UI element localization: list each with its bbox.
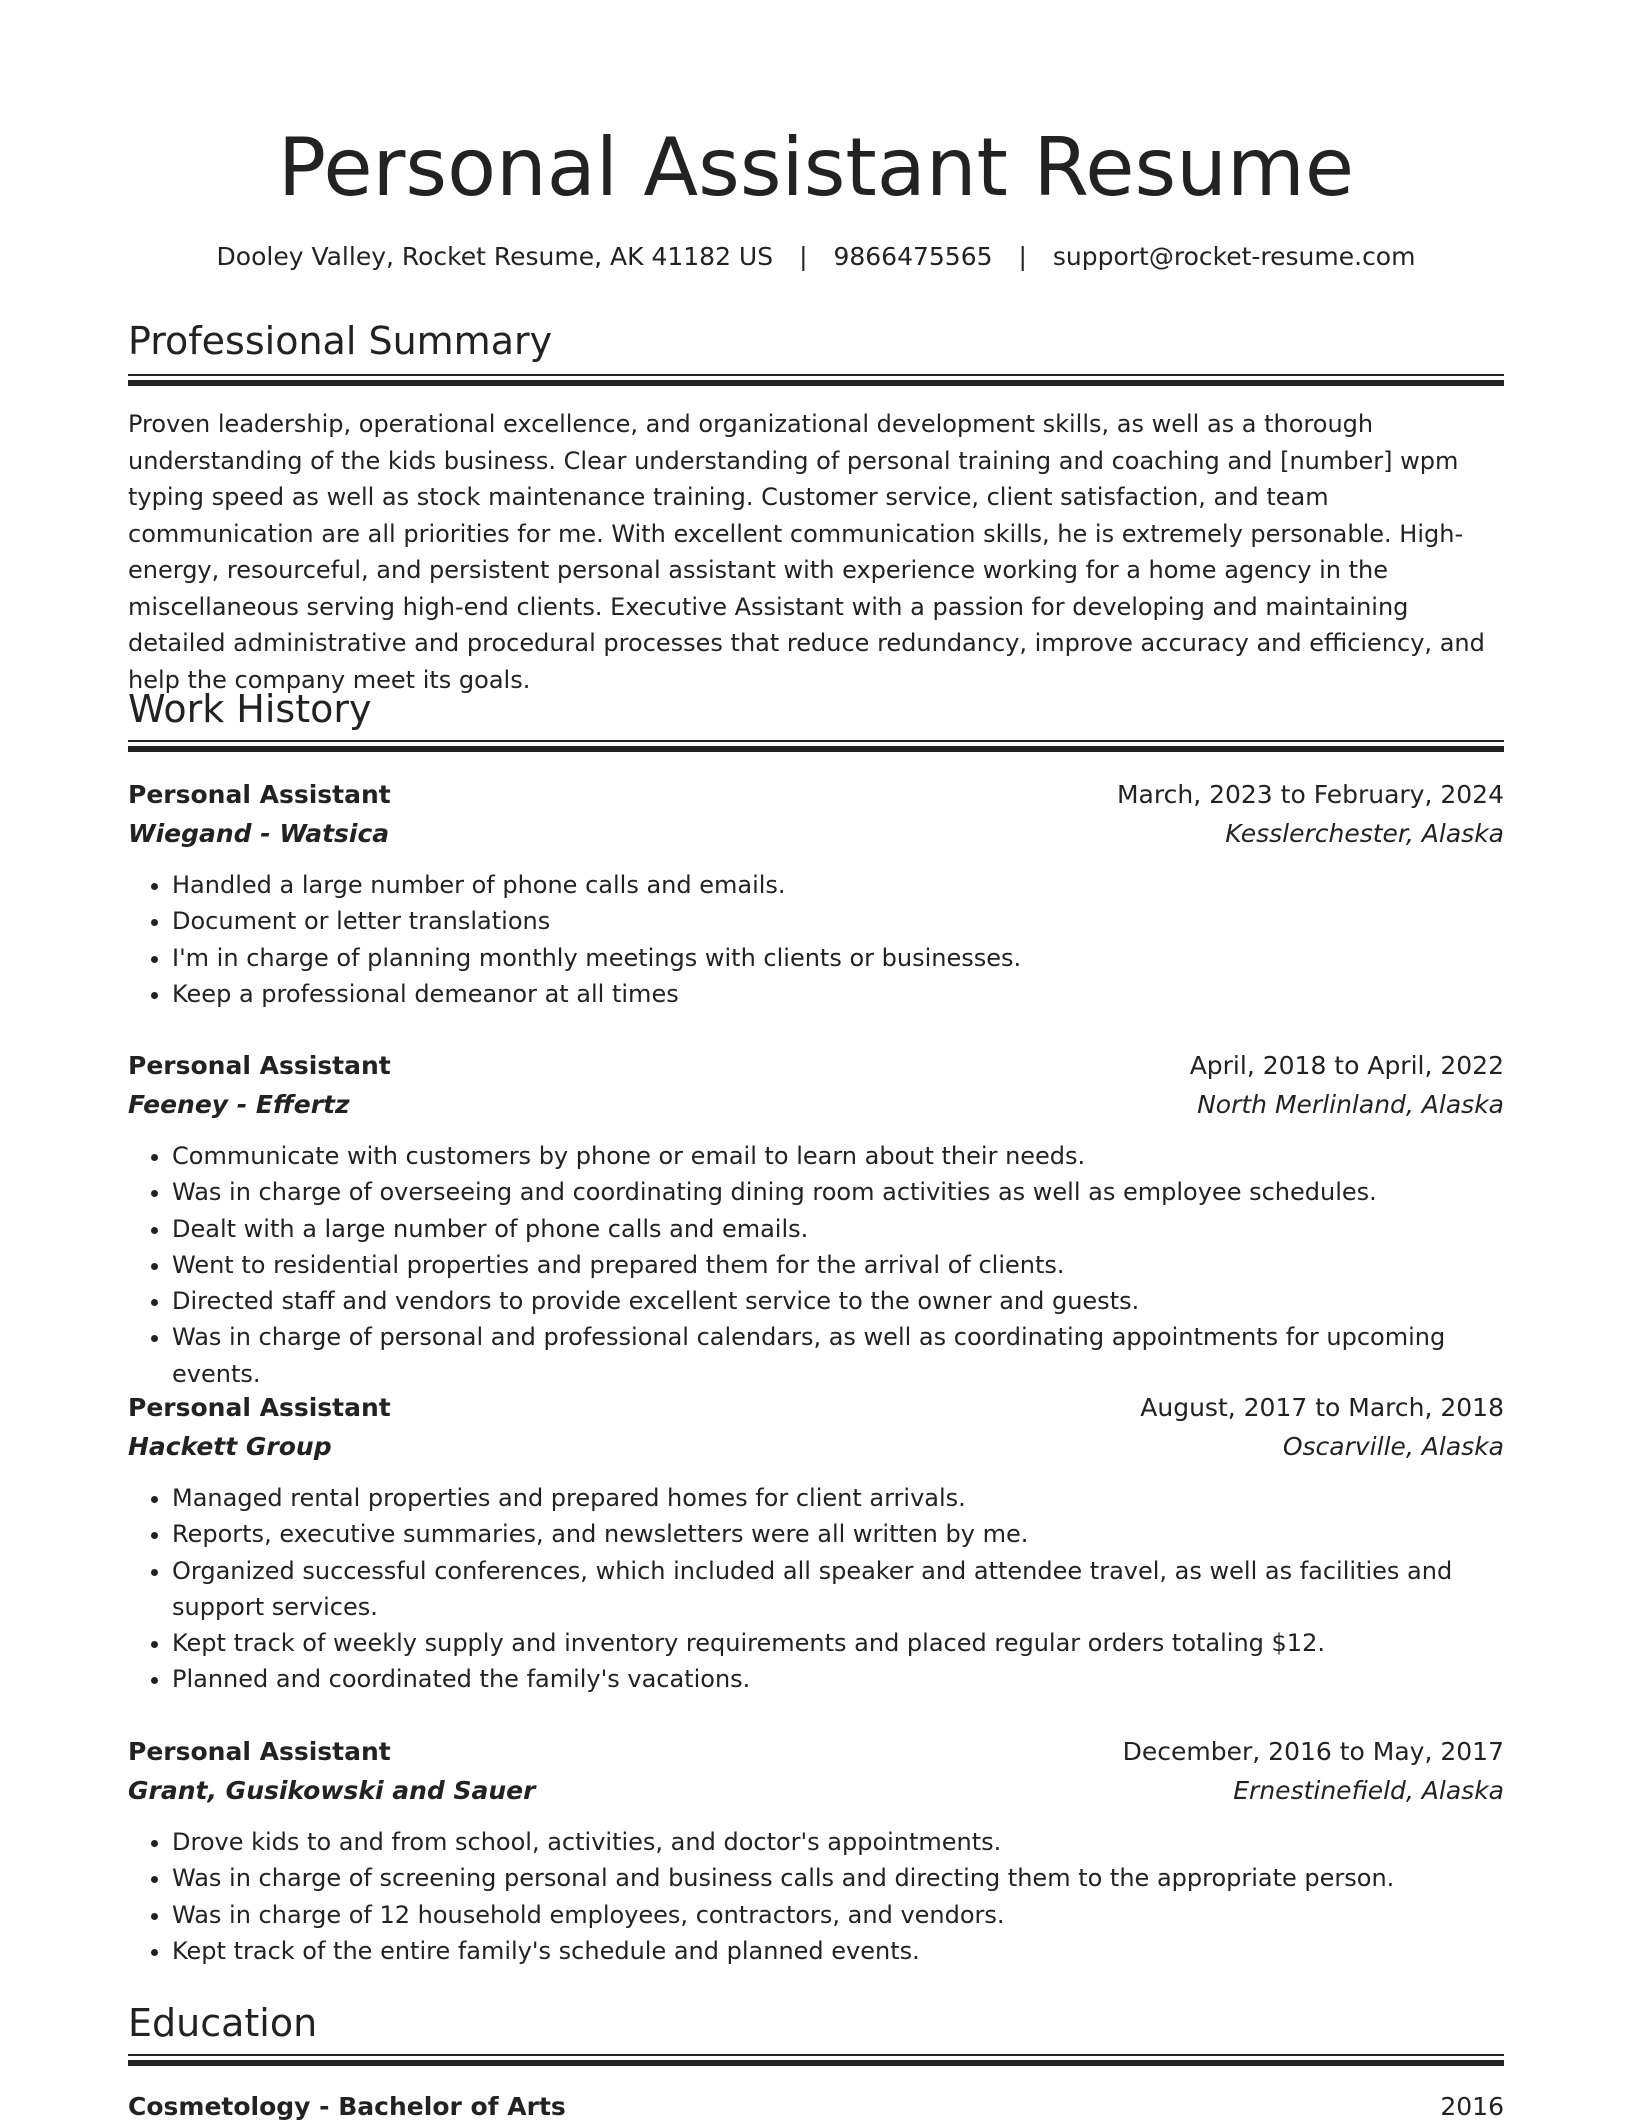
job-bullet: • Was in charge of overseeing and coordinating dining room activities as well as employee schedules.: [172, 1174, 1504, 1210]
job-company: Grant, Gusikowski and Sauer: [128, 1776, 536, 1805]
section-divider: [128, 374, 1504, 386]
job-bullet: • Directed staff and vendors to provide excellent service to the owner and guests.: [172, 1283, 1504, 1319]
job-role: Personal Assistant: [128, 1051, 391, 1080]
section-divider: [128, 2054, 1504, 2066]
job-company: Feeney - Effertz: [128, 1090, 350, 1119]
job-location: Kesslerchester, Alaska: [1225, 819, 1504, 848]
job-bullets: [128, 1480, 1504, 1698]
job-bullet: • Drove kids to and from school, activities, and doctor's appointments.: [172, 1824, 1504, 1860]
job-bullet: • I'm in charge of planning monthly meetings with clients or businesses.: [172, 940, 1504, 976]
job-bullet: • Planned and coordinated the family's vacations.: [172, 1661, 1504, 1697]
education-entry: [128, 2087, 1504, 2126]
job-dates: August, 2017 to March, 2018: [1140, 1393, 1504, 1422]
job-location: Ernestinefield, Alaska: [1233, 1776, 1504, 1805]
job-bullet: • Managed rental properties and prepared homes for client arrivals.: [172, 1480, 1504, 1516]
job-bullet: • Kept track of the entire family's schedule and planned events.: [172, 1933, 1504, 1969]
job-bullet: • Was in charge of 12 household employees, contractors, and vendors.: [172, 1897, 1504, 1933]
resume-title: Personal Assistant Resume: [277, 121, 1355, 214]
job-bullet: • Communicate with customers by phone or email to learn about their needs.: [172, 1138, 1504, 1174]
job-entry: [128, 1046, 1504, 1392]
job-role: Personal Assistant: [128, 780, 391, 809]
job-bullets: [128, 1824, 1504, 1969]
job-bullet: • Dealt with a large number of phone calls and emails.: [172, 1211, 1504, 1247]
job-bullets: [128, 867, 1504, 1012]
job-bullet: • Organized successful conferences, which included all speaker and attendee travel, as well as facilities and support services.: [172, 1553, 1504, 1626]
contact-address: Dooley Valley, Rocket Resume, AK 41182 US: [216, 242, 774, 271]
contact-email: support@rocket-resume.com: [1052, 242, 1416, 271]
section-heading-education: Education: [128, 2001, 318, 2045]
job-bullet: • Was in charge of personal and professional calendars, as well as coordinating appointments for upcoming events.: [172, 1319, 1504, 1392]
job-bullet: • Kept track of weekly supply and inventory requirements and placed regular orders totaling $12.: [172, 1625, 1504, 1661]
contact-separator: |: [1018, 242, 1027, 271]
job-entry: [128, 775, 1504, 1012]
summary-text: Proven leadership, operational excellence, and organizational development skills, as well as a thorough understanding of the kids business. Clear understanding of personal training and coaching and [number] wpm typing speed as well as stock maintenance training. Customer service, client satisfaction, and team communication are all priorities for me. With excellent communication skills, he is extremely personable. High-energy, resourceful, and persistent personal assistant with experience working for a home agency in the miscellaneous serving high-end clients. Executive Assistant with a passion for developing and maintaining detailed administrative and procedural processes that reduce redundancy, improve accuracy and efficiency, and help the company meet its goals.: [128, 410, 1485, 694]
job-dates: December, 2016 to May, 2017: [1122, 1737, 1504, 1766]
section-heading-summary: Professional Summary: [128, 319, 553, 363]
job-entry: [128, 1388, 1504, 1698]
contact-line: [128, 238, 1504, 276]
section-divider: [128, 740, 1504, 752]
job-bullet: • Went to residential properties and prepared them for the arrival of clients.: [172, 1247, 1504, 1283]
education-degree: Cosmetology - Bachelor of Arts: [128, 2092, 566, 2121]
job-bullet: • Reports, executive summaries, and newsletters were all written by me.: [172, 1516, 1504, 1552]
job-entry: [128, 1732, 1504, 1969]
job-bullet: • Handled a large number of phone calls and emails.: [172, 867, 1504, 903]
contact-separator: |: [799, 242, 808, 271]
job-dates: April, 2018 to April, 2022: [1189, 1051, 1504, 1080]
job-role: Personal Assistant: [128, 1737, 391, 1766]
job-bullet: • Was in charge of screening personal and business calls and directing them to the appropriate person.: [172, 1860, 1504, 1896]
education-year: 2016: [1440, 2092, 1504, 2121]
job-company: Wiegand - Watsica: [128, 819, 390, 848]
job-role: Personal Assistant: [128, 1393, 391, 1422]
job-company: Hackett Group: [128, 1432, 332, 1461]
job-bullet: • Keep a professional demeanor at all times: [172, 976, 1504, 1012]
job-location: North Merlinland, Alaska: [1197, 1090, 1504, 1119]
section-heading-work-history: Work History: [128, 687, 372, 731]
job-dates: March, 2023 to February, 2024: [1116, 780, 1504, 809]
job-location: Oscarville, Alaska: [1282, 1432, 1504, 1461]
contact-phone: 9866475565: [833, 242, 993, 271]
job-bullets: [128, 1138, 1504, 1392]
job-bullet: • Document or letter translations: [172, 903, 1504, 939]
